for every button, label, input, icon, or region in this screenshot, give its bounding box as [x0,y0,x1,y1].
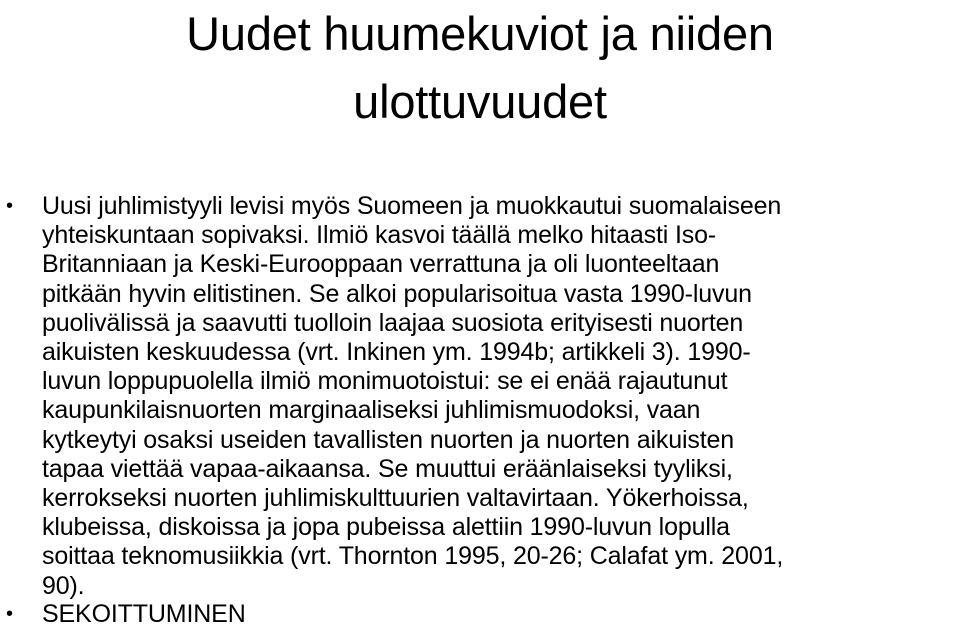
paragraph-line: kytkeytyi osaksi useiden tavallisten nuorten ja nuorten aikuisten [42,425,735,454]
bullet-dot-icon: • [6,603,13,625]
paragraph-line: aikuisten keskuudessa (vrt. Inkinen ym. 1994b; artikkeli 3). 1990- [42,338,751,367]
bullet-list [0,192,960,629]
bullet-dot-icon: • [6,195,13,217]
bullet-heading: SEKOITTUMINEN [42,600,246,628]
paragraph-line: Uusi juhlimistyyli levisi myös Suomeen ja muokkautui suomalaiseen [42,192,782,220]
title-line-1: Uudet huumekuviot ja niiden [186,7,774,60]
paragraph-line: tapaa viettää vapaa-aikaansa. Se muuttui eräänlaiseksi tyyliksi, [42,454,733,483]
paragraph-line: puolivälissä ja saavutti tuolloin laajaa suosiota erityisesti nuorten [42,308,744,337]
paragraph-line: Britanniaan ja Keski-Eurooppaan verrattuna ja oli luonteeltaan [42,250,720,279]
paragraph-line: kaupunkilaisnuorten marginaaliseksi juhlimismuodoksi, vaan [42,396,701,425]
paragraph-line: klubeissa, diskoissa ja jopa pubeissa alettiin 1990-luvun lopulla [42,513,730,542]
bullet-item-sekoittuminen [0,600,960,629]
paragraph-line: yhteiskuntaan sopivaksi. Ilmiö kasvoi täällä melko hitaasti Iso- [42,221,717,250]
slide-title [60,0,900,136]
paragraph-line: kerrokseksi nuorten juhlimiskulttuurien valtavirtaan. Yökerhoissa, [42,484,749,513]
paragraph-line: luvun loppupuolella ilmiö monimuotoistui: se ei enää rajautunut [42,367,728,396]
bullet-item-paragraph [0,192,960,600]
paragraph-line: 90). [42,571,85,600]
paragraph-line: pitkään hyvin elitistinen. Se alkoi popularisoitua vasta 1990-luvun [42,279,752,308]
paragraph-line: soittaa teknomusiikkia (vrt. Thornton 1995, 20-26; Calafat ym. 2001, [42,542,784,571]
title-line-2: ulottuvuudet [353,75,607,128]
